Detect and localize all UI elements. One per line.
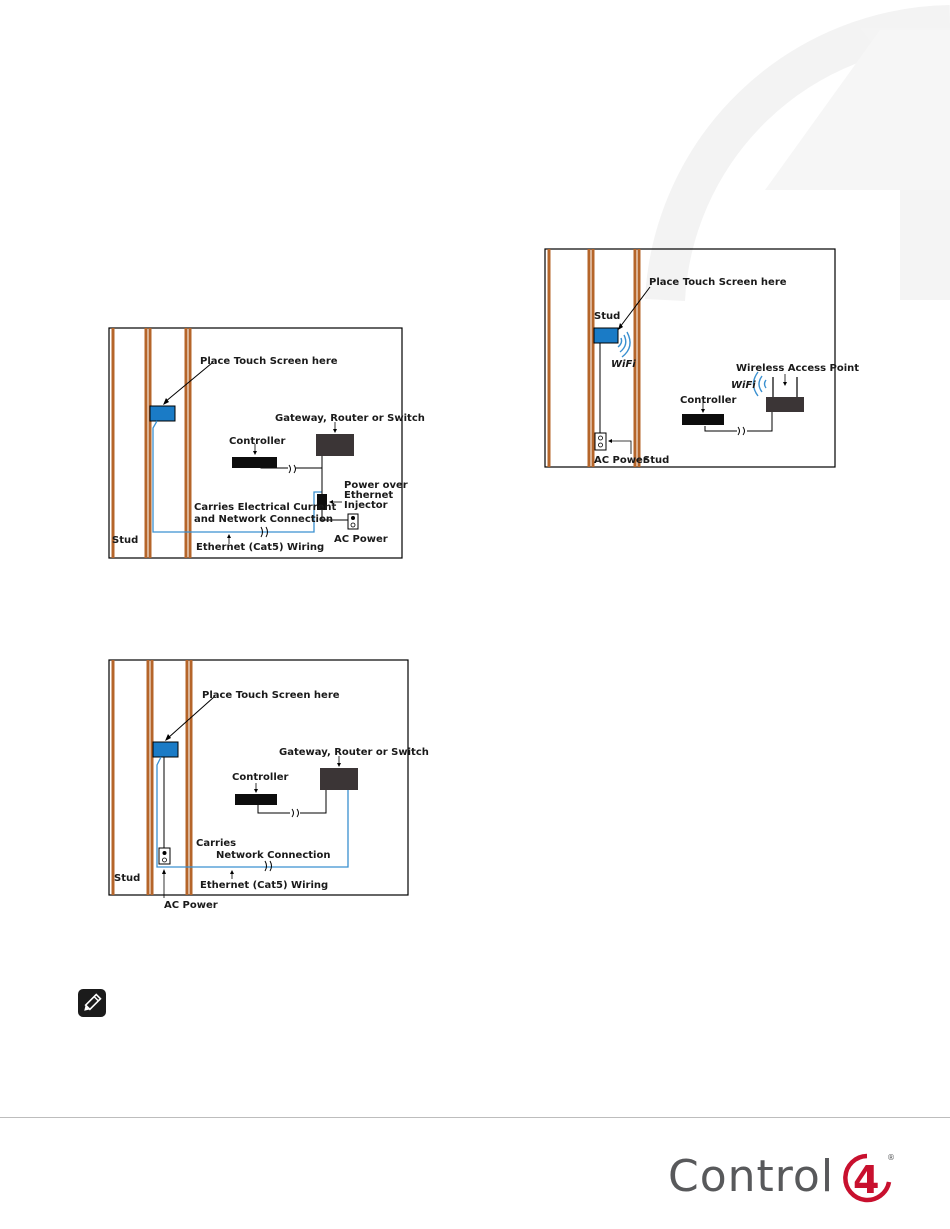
wifi-label: WiFi bbox=[611, 359, 636, 370]
place-touch-screen-label: Place Touch Screen here bbox=[200, 356, 338, 367]
stud-label: Stud bbox=[114, 873, 141, 884]
place-touch-screen-label: Place Touch Screen here bbox=[649, 277, 787, 288]
logo-wordmark: Control bbox=[668, 1151, 835, 1202]
carries-label-line2: Network Connection bbox=[216, 850, 331, 861]
place-touch-screen-label: Place Touch Screen here bbox=[202, 690, 340, 701]
ethernet-wiring-label: Ethernet (Cat5) Wiring bbox=[200, 880, 329, 891]
controller-device bbox=[682, 414, 724, 425]
ac-power-label: AC Power bbox=[334, 534, 388, 545]
carries-label-line2: and Network Connection bbox=[194, 514, 333, 525]
pencil-note-icon bbox=[78, 989, 106, 1017]
touch-screen-device bbox=[594, 328, 618, 343]
ac-power-outlet bbox=[348, 514, 358, 529]
stud-right bbox=[187, 660, 191, 895]
wired-installation-diagram bbox=[108, 655, 429, 915]
wap-label: Wireless Access Point bbox=[736, 363, 860, 374]
poe-label-line2: Ethernet bbox=[344, 490, 394, 501]
gateway-router-switch bbox=[320, 768, 358, 790]
ac-power-outlet bbox=[595, 433, 606, 450]
touch-screen-device bbox=[150, 406, 175, 421]
footer-divider bbox=[0, 1117, 950, 1118]
stud-label-top: Stud bbox=[594, 311, 621, 322]
stud-middle bbox=[589, 249, 593, 467]
gateway-label: Gateway, Router or Switch bbox=[279, 747, 429, 758]
ac-power-label: AC Power bbox=[594, 455, 648, 466]
carries-label-line1: Carries Electrical Current bbox=[194, 502, 337, 513]
stud-middle bbox=[148, 660, 152, 895]
controller-device bbox=[235, 794, 277, 805]
ac-power-outlet bbox=[159, 848, 170, 864]
ethernet-wiring-label: Ethernet (Cat5) Wiring bbox=[196, 542, 325, 553]
wifi-installation-diagram bbox=[544, 247, 860, 473]
touch-screen-device bbox=[153, 742, 178, 757]
controller-label: Controller bbox=[680, 395, 737, 406]
stud-middle bbox=[146, 328, 150, 558]
poe-label-line1: Power over bbox=[344, 480, 408, 491]
control4-logo bbox=[668, 1148, 900, 1208]
gateway-router-switch bbox=[316, 434, 354, 456]
controller-label: Controller bbox=[232, 772, 289, 783]
carries-label-line1: Carries bbox=[196, 838, 237, 849]
gateway-label: Gateway, Router or Switch bbox=[275, 413, 425, 424]
ac-power-label: AC Power bbox=[164, 900, 218, 911]
poe-installation-diagram bbox=[108, 322, 425, 560]
wifi-signal-icon bbox=[618, 332, 630, 357]
logo-4-mark bbox=[845, 1156, 889, 1202]
wireless-access-point bbox=[766, 397, 804, 412]
svg-text:4: 4 bbox=[853, 1158, 880, 1202]
wap-wifi-label: WiFi bbox=[731, 380, 756, 391]
stud-label: Stud bbox=[112, 535, 139, 546]
stud-right bbox=[635, 249, 639, 467]
controller-device bbox=[232, 457, 277, 468]
stud-right bbox=[186, 328, 190, 558]
stud-label-bottom: Stud bbox=[643, 455, 670, 466]
controller-label: Controller bbox=[229, 436, 286, 447]
poe-label-line3: Injector bbox=[344, 500, 388, 511]
registered-mark: ® bbox=[887, 1153, 895, 1162]
